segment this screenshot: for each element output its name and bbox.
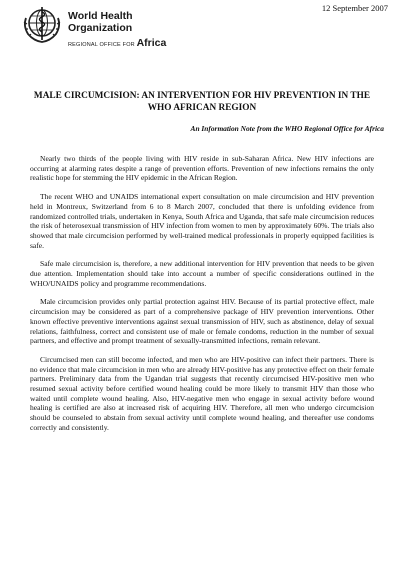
regional-office-line bbox=[68, 38, 166, 50]
body-paragraph: Circumcised men can still become infected, and men who are HIV-positive can infect their partners. There is no evidence that male circumcision in men who are already HIV-positive has any protective effect on their female partners. Preliminary data from the Ugandan trial suggests that recently circumcised HIV-positive men who resumed sexual activity before certified wound healing could be more likely to transmit HIV than those who waited until complete wound healing. Also, HIV-negative men who engage in sexual activity before wound healing is certified are also at increased risk of acquiring HIV. Therefore, all men who undergo circumcision should be counseled to abstain from sexual activity until complete wound healing, and thereafter use condoms correctly and consistently. bbox=[30, 354, 374, 432]
organization-name: World Health Organization bbox=[68, 10, 133, 34]
regional-office-prefix: REGIONAL OFFICE FOR bbox=[68, 42, 137, 48]
document-body bbox=[30, 154, 374, 442]
region-name: Africa bbox=[136, 37, 167, 49]
document-date: 12 September 2007 bbox=[321, 3, 388, 13]
body-paragraph: Safe male circumcision is, therefore, a new additional intervention for HIV prevention that needs to be given due attention. Implementation should take into account a number of specific considerations outlined in the WHO/UNAIDS policy and programme recommendations. bbox=[30, 259, 374, 288]
body-paragraph: The recent WHO and UNAIDS international expert consultation on male circumcision and HIV prevention held in Montreux, Switzerland from 6 to 8 March 2007, concluded that there is unfolding evidence from randomized controlled trials, undertaken in Kenya, South Africa and Uganda, that safe male circumcision reduces the risk of heterosexual transmission of HIV infection from women to men by approximately 60%. The trials also showed that male circumcision performed by well-trained medical professionals in properly equipped facilities is safe. bbox=[30, 192, 374, 250]
document-subtitle: An Information Note from the WHO Regional Office for Africa bbox=[190, 124, 384, 133]
body-paragraph: Male circumcision provides only partial protection against HIV. Because of its partial protective effect, male circumcision may be considered as part of a comprehensive package of HIV prevention interventions. Other known effective preventive interventions against sexual transmission of HIV, such as abstinence, delay of sexual relations, faithfulness, correct and consistent use of male or female condoms, reduction in the number of sexual partners, and effective and prompt treatment of sexually-transmitted infections, remain relevant. bbox=[30, 297, 374, 346]
organization-block bbox=[68, 10, 166, 50]
document-title: MALE CIRCUMCISION: AN INTERVENTION FOR HIV PREVENTION IN THE WHO AFRICAN REGION bbox=[33, 91, 371, 113]
body-paragraph: Nearly two thirds of the people living with HIV reside in sub-Saharan Africa. New HIV infections are occurring at alarming rates despite a range of prevention efforts. Prevention of new infections remains the only realistic hope for stemming the HIV epidemic in the African Region. bbox=[30, 154, 374, 183]
who-emblem-icon bbox=[22, 4, 62, 44]
